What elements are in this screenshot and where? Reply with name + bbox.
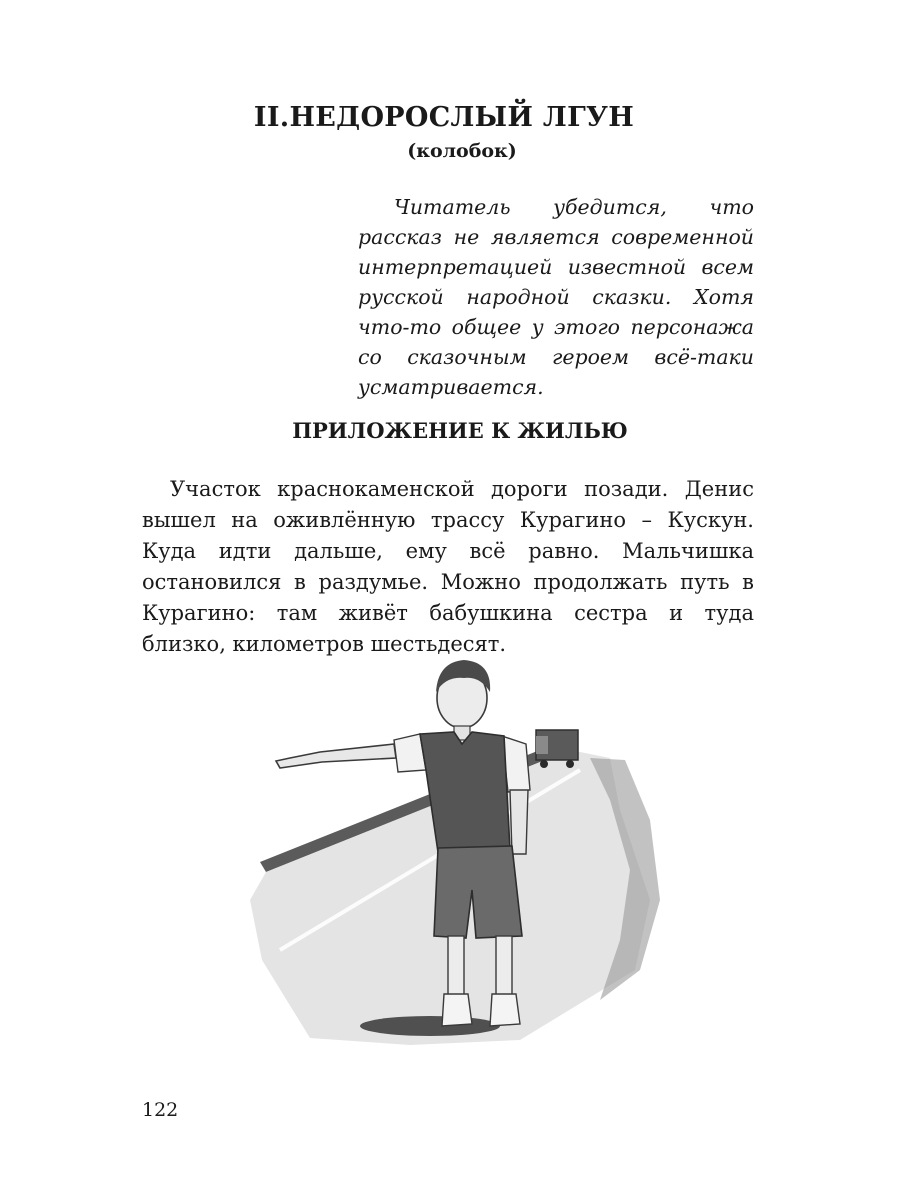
section-title: ПРИЛОЖЕНИЕ К ЖИЛЬЮ (292, 418, 628, 443)
shadow (360, 1016, 500, 1036)
chapter-title: II.НЕДОРОСЛЫЙ ЛГУН (253, 102, 635, 133)
epigraph: Читатель убедится, что рассказ не является современной интерпретацией известной всем русской народной сказки. Хотя что-то общее у этого персонажа со сказочным героем всё-таки усматривается. (358, 195, 754, 399)
page-number: 122 (142, 1099, 179, 1121)
illustration-boy-hitchhiking (180, 640, 700, 1060)
boy-shorts (434, 846, 522, 938)
boy-shoe-left (442, 994, 472, 1026)
boy-shoe-right (490, 994, 520, 1026)
chapter-subtitle: (колобок) (407, 140, 517, 162)
body-paragraph: Участок краснокаменской дороги позади. Денис вышел на оживлённую трассу Курагино – Кускун. Куда идти дальше, ему всё равно. Мальчишка остановился в раздумье. Можно продолжать путь в Курагино: там живёт бабушкина сестра и туда близко, километров шестьдесят. (142, 477, 754, 656)
boy-arm (276, 744, 396, 768)
